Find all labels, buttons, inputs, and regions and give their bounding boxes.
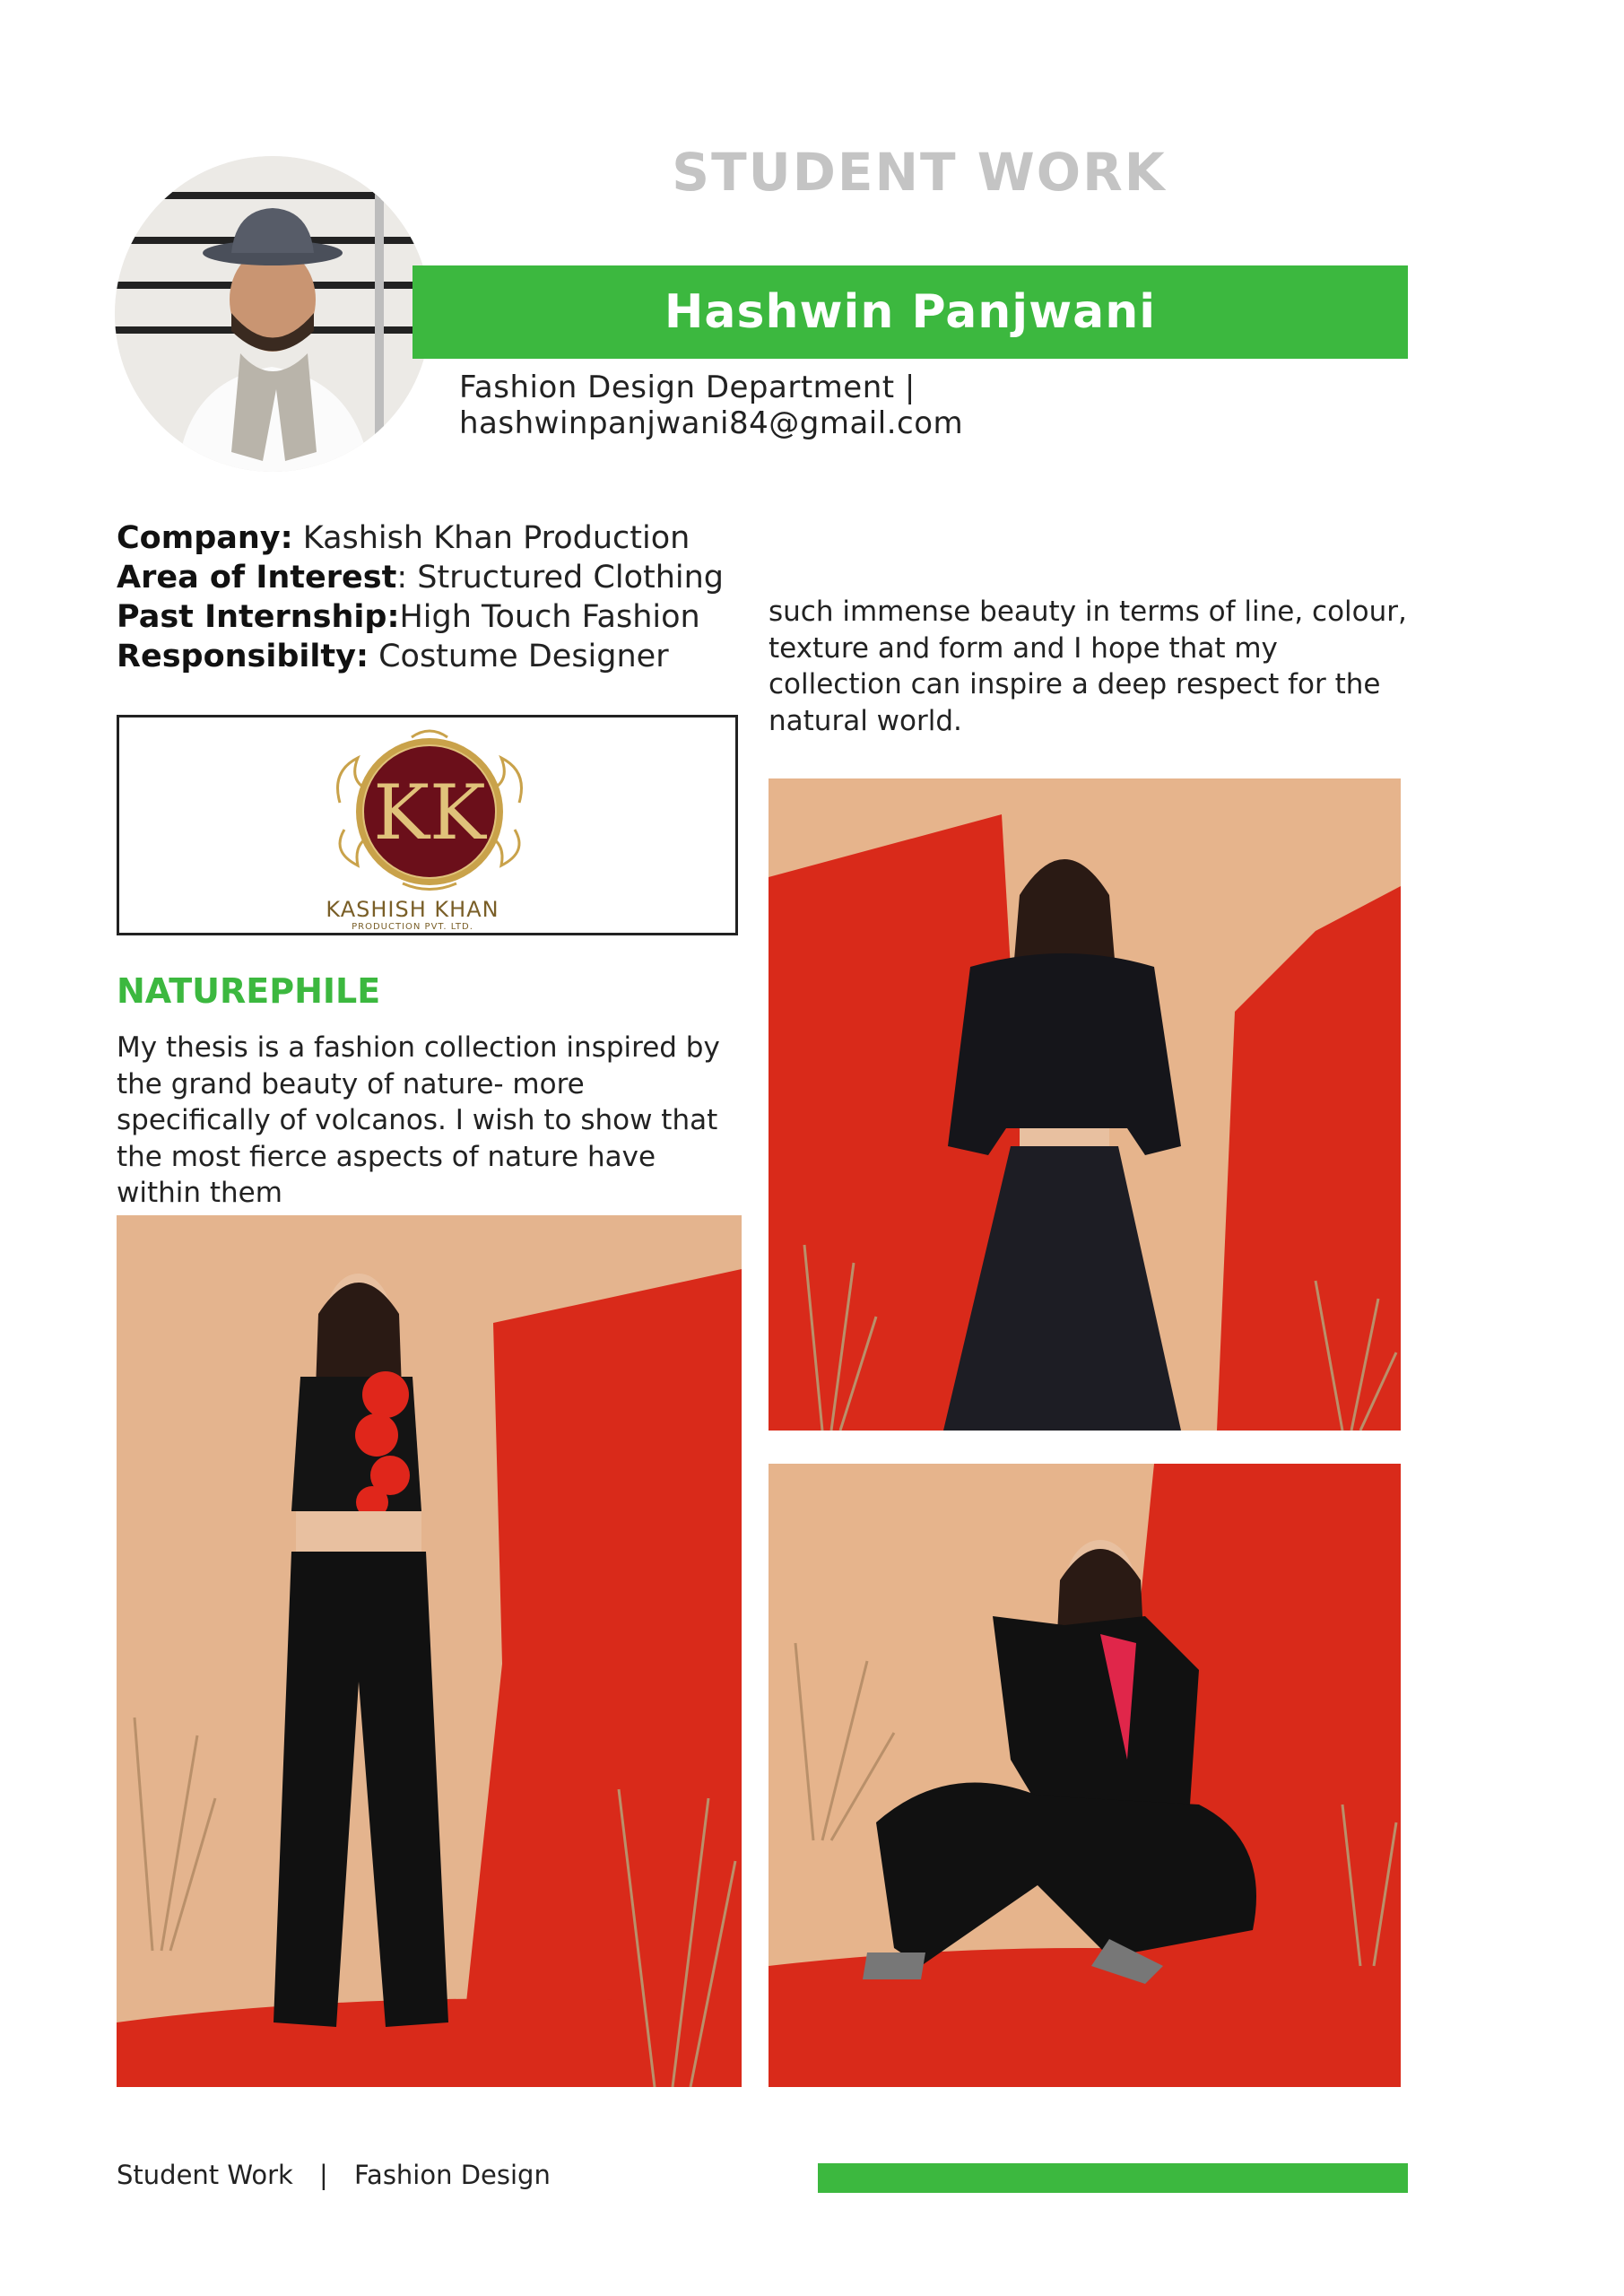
internship-row: Past Internship:High Touch Fashion xyxy=(117,599,700,635)
photo-velvet-skirt-set xyxy=(769,778,1401,1431)
student-name: Hashwin Panjwani xyxy=(664,285,1157,339)
thesis-paragraph-end: such immense beauty in terms of line, colour, texture and form and I hope that my collection can inspire a deep respect for the natural world. xyxy=(769,596,1407,737)
department: Fashion Design Department xyxy=(459,370,895,405)
thesis-paragraph-start: My thesis is a fashion collection inspired by the grand beauty of nature- more specifically of volcanos. I wish to show that the most fierce aspects of nature have within them xyxy=(117,1031,720,1209)
page-heading: STUDENT WORK xyxy=(672,142,1167,203)
footer-left: Student Work xyxy=(117,2160,293,2190)
department-email-line xyxy=(459,370,1410,441)
logo-monogram: KK xyxy=(373,769,486,857)
footer-separator: | xyxy=(319,2160,328,2190)
footer-label xyxy=(117,2160,551,2190)
photo-ruffle-crop-top xyxy=(117,1215,742,2087)
separator: | xyxy=(904,370,916,405)
profile-info xyxy=(117,518,744,676)
photo-seated-jumpsuit xyxy=(769,1464,1401,2087)
email-link[interactable]: hashwinpanjwani84@gmail.com xyxy=(459,405,964,441)
kk-logo xyxy=(304,718,555,897)
logo-name: KASHISH KHAN xyxy=(326,897,499,922)
company-row: Company: Kashish Khan Production xyxy=(117,520,690,556)
footer-accent-bar xyxy=(818,2163,1408,2193)
collection-title: NATUREPHILE xyxy=(117,971,381,1011)
footer-right: Fashion Design xyxy=(354,2160,551,2190)
interest-row: Area of Interest: Structured Clothing xyxy=(117,560,725,596)
logo-subtitle: PRODUCTION PVT. LTD. xyxy=(352,922,473,932)
student-avatar xyxy=(115,156,430,472)
responsibility-row: Responsibilty: Costume Designer xyxy=(117,639,669,674)
